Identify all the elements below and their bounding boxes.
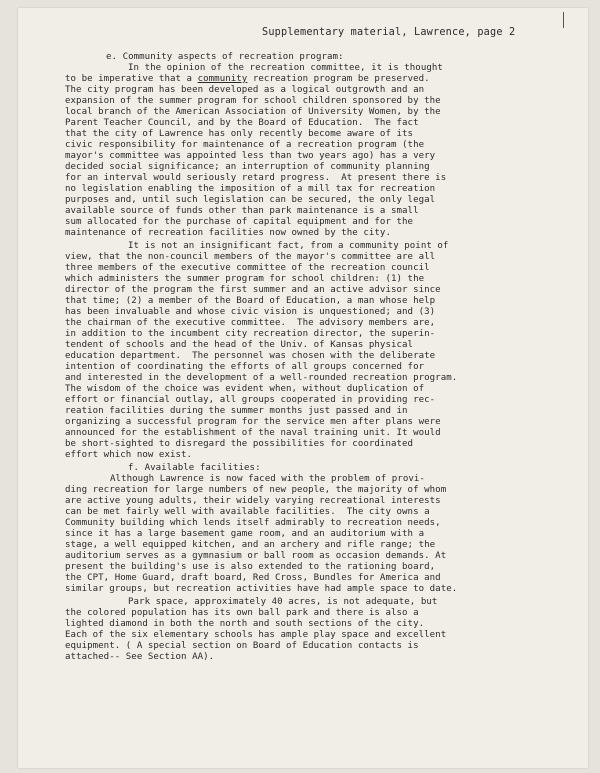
paragraph-line: effort or financial outlay, all groups cooperated in providing rec- [65,395,436,405]
paragraph-line: Although Lawrence is now faced with the problem of provi- [110,474,425,484]
paragraph-line: stage, a well equipped kitchen, and an archery and rifle range; the [65,540,436,550]
paragraph-line: mayor's committee was appointed less than two years ago) has a very [65,151,436,161]
paragraph-line: since it has a large basement game room, and an auditorium with a [65,529,425,539]
paragraph-line: attached-- See Section AA). [65,652,215,662]
paragraph-line: Community building which lends itself admirably to recreation needs, [65,518,441,528]
paragraph-line: reation facilities during the summer months just passed and in [65,406,408,416]
paragraph-line: and interested in the development of a well-rounded recreation program. [65,373,458,383]
section-heading-f: f. Available facilities: [128,463,261,473]
paragraph-line: ding recreation for large numbers of new people, the majority of whom [65,485,447,495]
paragraph-line: similar groups, but recreation activities have had ample space to date. [65,584,458,594]
paragraph-line: purposes and, until such legislation can be secured, the only legal [65,195,436,205]
underlined-word: community [197,74,248,84]
paragraph-line: The city program has been developed as a logical outgrowth and an [65,85,425,95]
paragraph-line: director of the program the first summer and an active advisor since [65,285,441,295]
paragraph-line: that the city of Lawrence has only recently become aware of its [65,129,414,139]
paragraph-line: the colored population has its own ball park and there is also a [65,608,419,618]
paragraph-line: tendent of schools and the head of the Univ. of Kansas physical [65,340,414,350]
paragraph-line: that time; (2) a member of the Board of Education, a man whose help [65,296,436,306]
paragraph-line: present the building's use is also extended to the rationing board, [65,562,436,572]
paragraph-line: intention of coordinating the efforts of all groups concerned for [65,362,425,372]
paragraph-line: Park space, approximately 40 acres, is not adequate, but [128,597,438,607]
paragraph-line: In the opinion of the recreation committee, it is thought [128,63,443,73]
paragraph-line: local branch of the American Association of University Women, by the [65,107,441,117]
section-heading-e: e. Community aspects of recreation program: [106,52,344,62]
paragraph-line: sum allocated for the purchase of capital equipment and for the [65,217,414,227]
paragraph-line: education department. The personnel was chosen with the deliberate [65,351,436,361]
page-header: Supplementary material, Lawrence, page 2 [262,27,516,38]
paragraph-line: maintenance of recreation facilities now owned by the city. [65,228,391,238]
paragraph-line: be short-sighted to disregard the possibilities for coordinated [65,439,414,449]
paragraph-line: expansion of the summer program for school children sponsored by the [65,96,441,106]
paragraph-line: has been invaluable and whose civic vision is unquestioned; and (3) [65,307,436,317]
paragraph-line: decided social significance; an interruption of community planning [65,162,430,172]
paragraph-line: auditorium serves as a gymnasium or ball room as occasion demands. At [65,551,447,561]
paragraph-line: equipment. ( A special section on Board of Education contacts is [65,641,419,651]
paragraph-line: view, that the non-council members of the mayor's committee are all [65,252,436,262]
paragraph-line: civic responsibility for maintenance of a recreation program (the [65,140,425,150]
paragraph-line: It is not an insignificant fact, from a community point of [128,241,449,251]
paragraph-line: The wisdom of the choice was evident when, without duplication of [65,384,425,394]
paragraph-line: are active young adults, their widely varying recreational interests [65,496,441,506]
paragraph-line: the chairman of the executive committee. The advisory members are, [65,318,436,328]
paragraph-line: the CPT, Home Guard, draft board, Red Cross, Bundles for America and [65,573,441,583]
paragraph-line: available source of funds other than park maintenance is a small [65,206,419,216]
paragraph-line: three members of the executive committee of the recreation council [65,263,430,273]
paragraph-line: lighted diamond in both the north and south sections of the city. [65,619,425,629]
paragraph-line: no legislation enabling the imposition of a mill tax for recreation [65,184,436,194]
paragraph-line: in addition to the incumbent city recreation director, the superin- [65,329,436,339]
paragraph-line: can be met fairly well with available facilities. The city owns a [65,507,430,517]
paragraph-line: effort which now exist. [65,450,193,460]
paragraph-line: for an interval would seriously retard progress. At present there is [65,173,447,183]
paragraph-line: which administers the summer program for school children: (1) the [65,274,425,284]
paragraph-line: to be imperative that a community recreation program be preserved. [65,74,430,84]
paragraph-line: Parent Teacher Council, and by the Board of Education. The fact [65,118,419,128]
paragraph-line: organizing a successful program for the service men after plans were [65,417,441,427]
paragraph-line: announced for the establishment of the naval training unit. It would [65,428,441,438]
paragraph-line: Each of the six elementary schools has ample play space and excellent [65,630,447,640]
